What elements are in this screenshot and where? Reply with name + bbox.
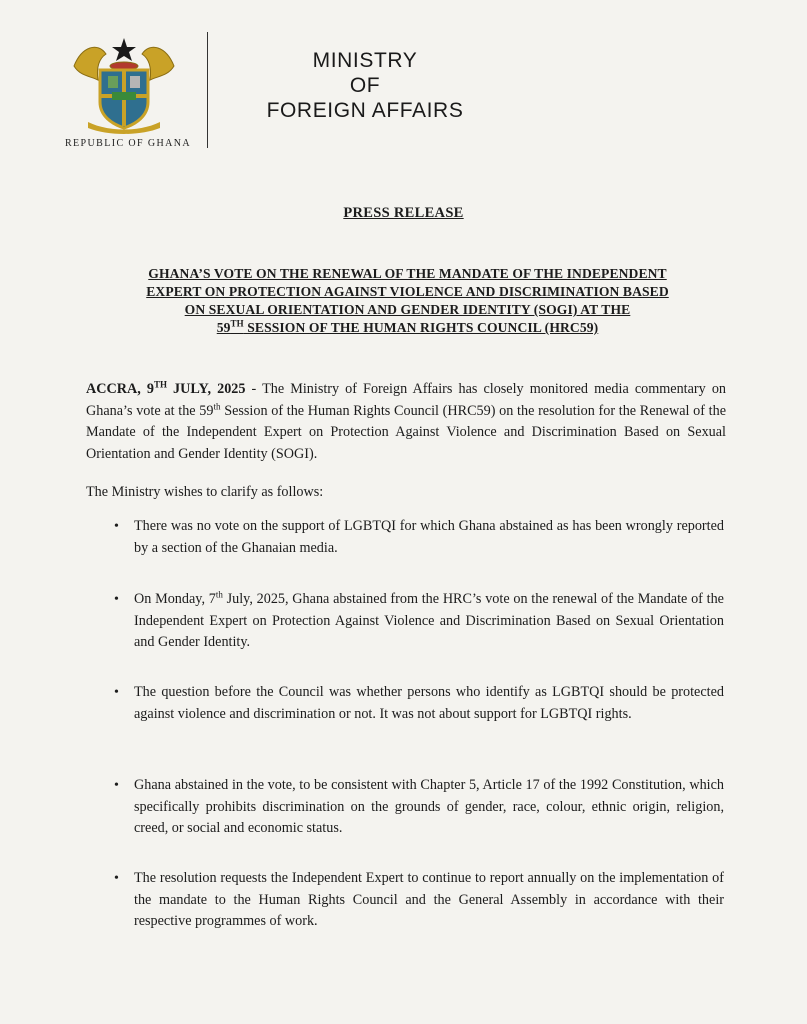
bullet-icon: • [114,685,119,700]
dateline-day: ACCRA, 9 [86,381,154,397]
list-item-2 [134,589,724,654]
bullet-icon: • [114,871,119,886]
list-item-2-text-2: July, 2025, Ghana abstained from the HRC’s vote on the renewal of the Mandate of the Independent Expert on Protection Against Violence and Discrimination Based on Sexual Orientation and Gender Identity. [134,591,724,650]
ministry-line-2: OF [349,74,381,97]
intro-session-suffix: th [213,400,221,411]
clarify-line: The Ministry wishes to clarify as follows: [86,484,324,500]
list-item-4: Ghana abstained in the vote, to be consistent with Chapter 5, Article 17 of the 1992 Constitution, which specifically prohibits discrimination on the grounds of gender, race, colour, ethnic origin, religion, creed, or social and economic status. [134,777,724,836]
subject-line-3: ON SEXUAL ORIENTATION AND GENDER IDENTITY (SOGI) AT THE [184,302,631,317]
subject-session-text: SESSION OF THE HUMAN RIGHTS COUNCIL (HRC59) [243,320,599,335]
crest-caption: REPUBLIC OF GHANA [64,138,192,149]
bullet-icon: • [114,592,119,607]
subject-session-suffix: TH [230,318,244,329]
list-item-1: There was no vote on the support of LGBTQI for which Ghana abstained as has been wrongly reported by a section of the Ghanaian media. [134,518,724,556]
intro-text-1: - The Ministry of Foreign Affairs has closely monitored media commentary on Ghana’s vote at the 59 [86,381,727,419]
ministry-line-1: MINISTRY [312,49,418,72]
press-release-title: PRESS RELEASE [343,205,464,221]
subject-line-2: EXPERT ON PROTECTION AGAINST VIOLENCE AND DISCRIMINATION BASED [146,284,669,299]
dateline-day-suffix: TH [153,379,167,390]
list-item-5: The resolution requests the Independent Expert to continue to report annually on the implementation of the mandate to the Human Rights Council and the General Assembly in accordance with their respective programmes of work. [134,870,724,929]
bullet-icon: • [114,778,119,793]
ministry-line-3: FOREIGN AFFAIRS [266,99,464,122]
intro-text-2: Session of the Human Rights Council (HRC59) on the resolution for the Renewal of the Mandate of the Independent Expert on Protection Against Violence and Discrimination Based on Sexual Orientation and Gender Identity (SOGI). [86,402,726,462]
dateline-month-year: JULY, 2025 [166,381,246,397]
subject-line-1: GHANA’S VOTE ON THE RENEWAL OF THE MANDATE OF THE INDEPENDENT [148,266,667,281]
list-item-2-suffix: th [215,589,223,600]
bullet-icon: • [114,519,119,534]
list-item-3: The question before the Council was whether persons who identify as LGBTQI should be protected against violence and discrimination or not. It was not about support for LGBTQI rights. [134,684,724,722]
list-item-2-text-1: On Monday, 7 [134,591,216,607]
subject-session-number: 59 [216,320,231,335]
